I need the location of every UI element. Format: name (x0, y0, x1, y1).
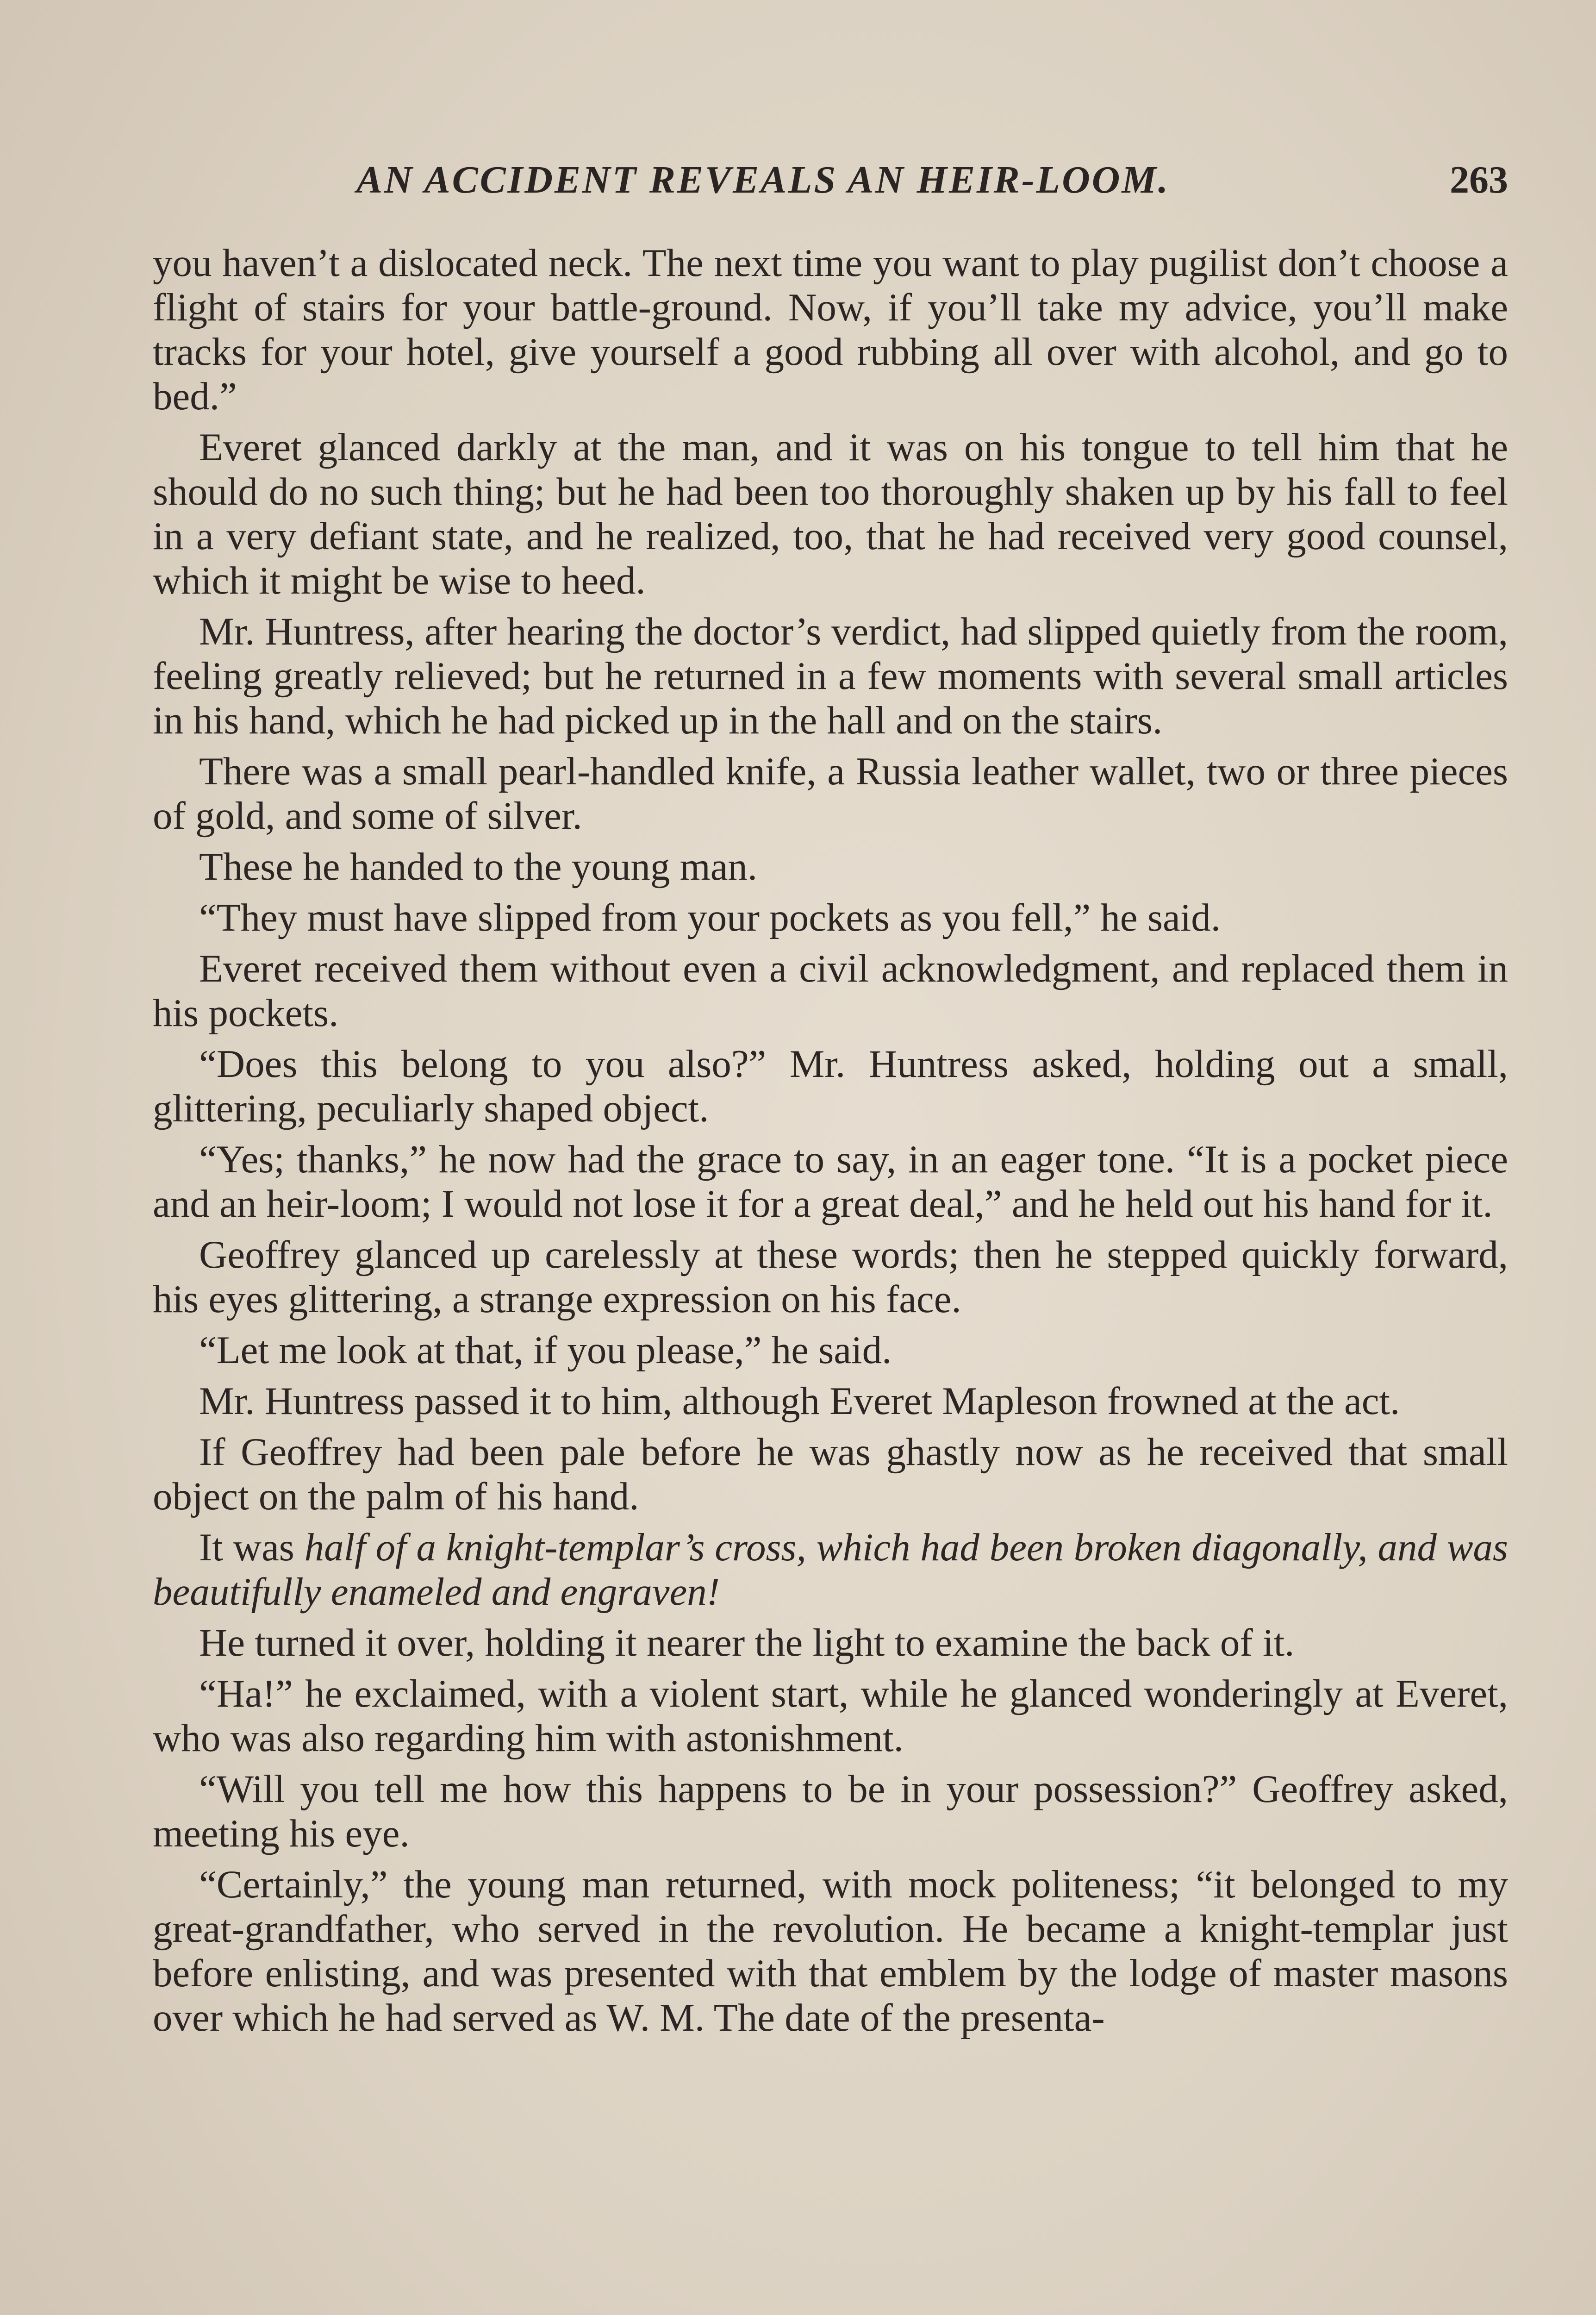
paragraph: Mr. Huntress, after hearing the doctor’s verdict, had slipped quietly from the room, feeling greatly relieved; but he returned in a few moments with several small articles in his hand, which he had picked up in the hall and on the stairs. (153, 610, 1508, 742)
running-head (153, 157, 1508, 213)
running-title: AN ACCIDENT REVEALS AN HEIR-LOOM. (356, 158, 1170, 201)
paragraph: If Geoffrey had been pale before he was ghastly now as he received that small object on the palm of his hand. (153, 1430, 1508, 1518)
paragraph: These he handed to the young man. (199, 845, 758, 888)
paragraph: you haven’t a dislocated neck. The next time you want to play pugilist don’t choose a flight of stairs for your battle-ground. Now, if you’ll take my advice, you’ll make tracks for your hotel, give yourself a good rubbing all over with alcohol, and go to bed.” (153, 241, 1508, 418)
paragraph: There was a small pearl-handled knife, a Russia leather wallet, two or three pieces of gold, and some of silver. (153, 750, 1508, 838)
body-text (153, 241, 1508, 2046)
paragraph: Everet received them without even a civil acknowledgment, and replaced them in his pockets. (153, 947, 1508, 1035)
paragraph: “Let me look at that, if you please,” he said. (199, 1328, 892, 1372)
paragraph: “Yes; thanks,” he now had the grace to say, in an eager tone. “It is a pocket piece and an heir-loom; I would not lose it for a great deal,” and he held out his hand for it. (153, 1138, 1508, 1226)
paragraph-lead: It was (199, 1526, 305, 1569)
italic-passage: half of a knight-templar’s cross, which had been broken diagonally, and was beautifully enameled and engraven! (153, 1526, 1508, 1614)
paragraph: Everet glanced darkly at the man, and it was on his tongue to tell him that he should do no such thing; but he had been too thoroughly shaken up by his fall to feel in a very defiant state, and he realized, too, that he had received very good counsel, which it might be wise to heed. (153, 425, 1508, 602)
paragraph: He turned it over, holding it nearer the light to examine the back of it. (199, 1621, 1295, 1664)
page-number: 263 (1450, 158, 1508, 201)
paragraph: “Does this belong to you also?” Mr. Huntress asked, holding out a small, glittering, peculiarly shaped object. (153, 1042, 1508, 1130)
paragraph: Mr. Huntress passed it to him, although Everet Mapleson frowned at the act. (199, 1379, 1400, 1423)
paragraph: “They must have slipped from your pockets as you fell,” he said. (199, 896, 1221, 939)
paragraph: “Will you tell me how this happens to be in your possession?” Geoffrey asked, meeting his eye. (153, 1767, 1508, 1855)
paragraph: “Certainly,” the young man returned, with mock politeness; “it belonged to my great-grandfather, who served in the revolution. He became a knight-templar just before enlisting, and was presented with that emblem by the lodge of master masons over which he had served as W. M. The date of the presenta- (153, 1863, 1508, 2040)
paragraph: “Ha!” he exclaimed, with a violent start, while he glanced wonderingly at Everet, who was also regarding him with astonishment. (153, 1672, 1508, 1760)
paragraph-italic-cross (153, 1525, 1508, 1614)
paragraph: Geoffrey glanced up carelessly at these words; then he stepped quickly forward, his eyes glittering, a strange expression on his face. (153, 1233, 1508, 1321)
